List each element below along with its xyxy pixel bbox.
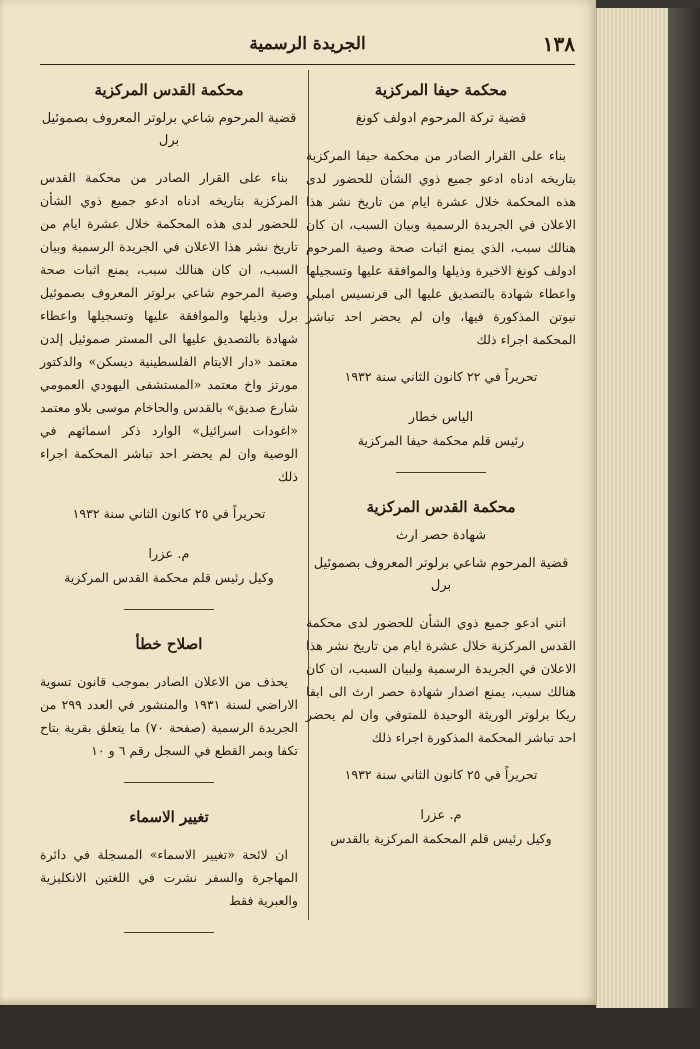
notice-body: يحذف من الاعلان الصادر بموجب قانون تسوية الاراضي لسنة ١٩٣١ والمنشور في العدد ٢٩٩ من الجريدة الرسمية (صفحة ٧٠) ما يتعلق بقرية بتاح تكفا وبمر القطع في السجل رقم ٦ و ١٠ <box>40 674 298 758</box>
signatory-name: م. عزرا <box>420 808 462 823</box>
page-header <box>40 30 575 65</box>
notice-heading: تغيير الاسماء <box>129 808 209 826</box>
notice-heading: محكمة القدس المركزية <box>94 81 244 99</box>
notice-subheading: قضية تركة المرحوم ادولف كونغ <box>355 111 527 126</box>
running-title: الجريدة الرسمية <box>249 34 366 54</box>
notice-heading: محكمة القدس المركزية <box>366 498 516 516</box>
notice-heading: اصلاح خطأ <box>135 635 203 653</box>
notice-jerusalem-will <box>40 78 298 589</box>
page-stack-edges <box>596 8 669 1008</box>
notice-body: بناء على القرار الصادر من محكمة القدس المركزية بتاريخه ادناه ادعو جميع ذوي الشأن للحضور لدى هذه المحكمة خلال عشرة ايام من تاريخ نشر هذا الاعلان في الجريدة الرسمية وبيان السبب، ان كان هنالك سبب، يمنع اثبات صحة وصية المرحوم شاعي برلوتر المعروف بصموئيل برل وذيلها والموافقة عليها وتسجيلها واعطاء شهادة بالتصديق عليها الى المستر صموئيل إلدن معتمد «دار الايتام الفلسطينية ديسكن» والدكتور مورتز واخ معتمد «المستشفى اليهودي العمومي شارع صديق» بالقدس والحاخام موسى بلاو معتمد «اغودات اسرائيل» الوارد ذكر اسمائهم في الوصية وان لم يحضر احد تباشر المحكمة اجراء ذلك <box>40 170 298 484</box>
notice-body: انني ادعو جميع ذوي الشأن للحضور لدى محكمة القدس المركزية خلال عشرة ايام من تاريخ نشر هذا الاعلان في الجريدة الرسمية ولبيان السبب، ان كان هنالك سبب، يمنع اصدار شهادة حصر ارث الى ابفا ريكا برلوتر الوريثة الوحيدة للمتوفي وان لم يحضر احد تباشر المحكمة المذكورة اجراء ذلك <box>306 615 576 745</box>
signatory-title: رئيس قلم محكمة حيفا المركزية <box>357 433 525 448</box>
notice-name-change <box>40 805 298 912</box>
left-column <box>40 78 298 955</box>
notice-body: ان لائحة «تغيير الاسماء» المسجلة في دائرة المهاجرة والسفر نشرت في اللغتين الانكليزية والعبرية فقط <box>40 847 298 908</box>
notice-heading: محكمة حيفا المركزية <box>374 81 508 99</box>
notice-body: بناء على القرار الصادر من محكمة حيفا المركزية بتاريخه ادناه ادعو جميع ذوي الشأن للحضور لدى هذه المحكمة خلال عشرة ايام من تاريخ نشر هذا الاعلان في الجريدة الرسمية وبيان السبب، ان كان هنالك سبب، الذي يمنع اثبات صحة وصية المرحوم ادولف كونغ الاخيرة وذيلها والموافقة عليها وتسجيلها واعطاء شهادة بالتصديق عليها الى فرنسيس امبلي نيوتن المذكورة فيها، وان لم يحضر احد تباشر المحكمة اجراء ذلك <box>306 148 576 347</box>
section-separator <box>124 782 214 783</box>
signatory-name: م. عزرا <box>148 547 190 562</box>
section-separator <box>396 472 486 473</box>
notice-subheading: قضية المرحوم شاعي برلوتر المعروف بصموئيل برل <box>41 111 297 148</box>
notice-date: تحريراً في ٢٢ كانون الثاني سنة ١٩٣٢ <box>344 369 538 384</box>
signatory-title: وكيل رئيس قلم المحكمة المركزية بالقدس <box>330 831 552 846</box>
notice-correction <box>40 632 298 762</box>
notice-case-title: قضية المرحوم شاعي برلوتر المعروف بصموئيل برل <box>313 556 569 593</box>
background-bottom <box>0 1000 700 1049</box>
notice-haifa-court <box>306 78 576 452</box>
notice-date: تحريراً في ٢٥ كانون الثاني سنة ١٩٣٢ <box>72 506 266 521</box>
right-column <box>306 78 576 850</box>
page-number: ١٣٨ <box>542 32 575 56</box>
notice-subheading: شهادة حصر ارث <box>395 528 487 543</box>
section-separator <box>124 932 214 933</box>
notice-date: تحريراً في ٢٥ كانون الثاني سنة ١٩٣٢ <box>344 767 538 782</box>
signatory-name: الياس خطار <box>408 410 474 425</box>
notice-jerusalem-inheritance <box>306 495 576 850</box>
section-separator <box>124 609 214 610</box>
signatory-title: وكيل رئيس قلم محكمة القدس المركزية <box>64 570 274 585</box>
page-stack-shadow <box>668 8 700 1008</box>
